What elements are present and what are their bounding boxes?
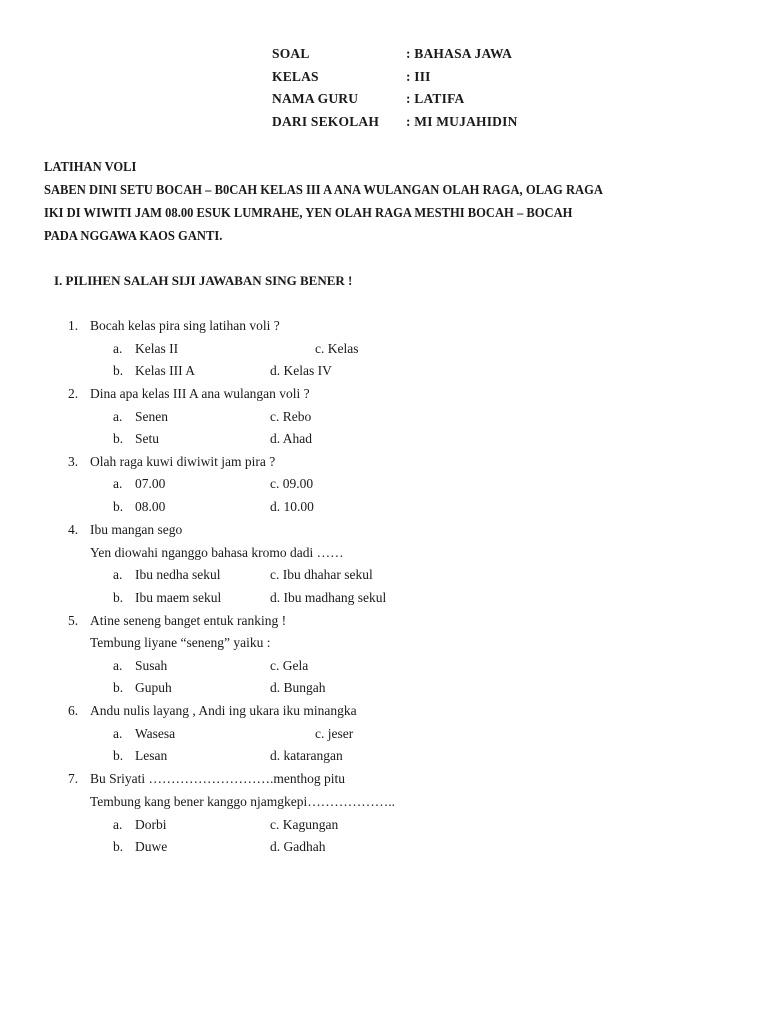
option-b: Setu <box>135 431 160 446</box>
option-letter: a. <box>113 726 123 741</box>
question-number: 2. <box>68 386 79 401</box>
option-b: Duwe <box>135 839 168 854</box>
story-title: LATIHAN VOLI <box>44 159 137 174</box>
question-text-continued: Tembung kang bener kanggo njamgkepi……………….. <box>90 794 395 809</box>
header-value: : BAHASA JAWA <box>406 46 513 61</box>
question-text: Ibu mangan sego <box>90 522 183 537</box>
option-c: c. Kagungan <box>270 817 339 832</box>
option-c: c. Kelas <box>315 341 359 356</box>
option-letter: a. <box>113 476 123 491</box>
question-text: Bocah kelas pira sing latihan voli ? <box>90 318 280 333</box>
option-c: c. Gela <box>270 658 309 673</box>
option-a: Ibu nedha sekul <box>135 567 221 582</box>
question-number: 1. <box>68 318 79 333</box>
question-text: Atine seneng banget entuk ranking ! <box>90 613 287 628</box>
option-letter: b. <box>113 839 124 854</box>
option-c: c. Ibu dhahar sekul <box>270 567 373 582</box>
question-number: 6. <box>68 703 79 718</box>
option-b: 08.00 <box>135 499 166 514</box>
option-a: Dorbi <box>135 817 167 832</box>
option-letter: a. <box>113 341 123 356</box>
option-d: d. Kelas IV <box>270 363 332 378</box>
story-line: SABEN DINI SETU BOCAH – B0CAH KELAS III A ANA WULANGAN OLAH RAGA, OLAG RAGA <box>44 182 603 197</box>
option-a: Wasesa <box>135 726 176 741</box>
option-b: Kelas III A <box>135 363 195 378</box>
option-b: Lesan <box>135 748 168 763</box>
header-label: DARI SEKOLAH <box>272 114 380 129</box>
option-d: d. Bungah <box>270 680 326 695</box>
option-b: Ibu maem sekul <box>135 590 222 605</box>
option-letter: a. <box>113 567 123 582</box>
question-text-continued: Tembung liyane “seneng” yaiku : <box>90 635 271 650</box>
option-letter: b. <box>113 748 124 763</box>
header-label: SOAL <box>272 46 310 61</box>
question-text-continued: Yen diowahi nganggo bahasa kromo dadi …… <box>90 545 344 560</box>
story-line: PADA NGGAWA KAOS GANTI. <box>44 228 223 243</box>
option-letter: b. <box>113 431 124 446</box>
option-a: Kelas II <box>135 341 179 356</box>
option-d: d. Ibu madhang sekul <box>270 590 387 605</box>
question-number: 3. <box>68 454 79 469</box>
option-c: c. jeser <box>315 726 354 741</box>
option-d: d. Ahad <box>270 431 312 446</box>
option-letter: a. <box>113 409 123 424</box>
option-d: d. 10.00 <box>270 499 314 514</box>
question-number: 7. <box>68 771 79 786</box>
header-value: : MI MUJAHIDIN <box>406 114 518 129</box>
question-text: Bu Sriyati ……………………….menthog pitu <box>90 771 345 786</box>
question-number: 5. <box>68 613 79 628</box>
question-number: 4. <box>68 522 79 537</box>
question-text: Dina apa kelas III A ana wulangan voli ? <box>90 386 310 401</box>
question-text: Andu nulis layang , Andi ing ukara iku minangka <box>90 703 357 718</box>
option-d: d. Gadhah <box>270 839 326 854</box>
story-line: IKI DI WIWITI JAM 08.00 ESUK LUMRAHE, YEN OLAH RAGA MESTHI BOCAH – BOCAH <box>44 205 573 220</box>
header-label: NAMA GURU <box>272 91 359 106</box>
option-letter: b. <box>113 499 124 514</box>
option-a: Senen <box>135 409 168 424</box>
option-b: Gupuh <box>135 680 172 695</box>
question-text: Olah raga kuwi diwiwit jam pira ? <box>90 454 276 469</box>
header-value: : III <box>406 69 431 84</box>
option-letter: b. <box>113 363 124 378</box>
header-label: KELAS <box>272 69 319 84</box>
header-value: : LATIFA <box>406 91 465 106</box>
option-c: c. 09.00 <box>270 476 314 491</box>
option-letter: b. <box>113 590 124 605</box>
option-d: d. katarangan <box>270 748 343 763</box>
option-a: Susah <box>135 658 168 673</box>
option-letter: a. <box>113 817 123 832</box>
section-heading: I. PILIHEN SALAH SIJI JAWABAN SING BENER ! <box>54 273 353 288</box>
option-c: c. Rebo <box>270 409 312 424</box>
option-a: 07.00 <box>135 476 166 491</box>
option-letter: b. <box>113 680 124 695</box>
option-letter: a. <box>113 658 123 673</box>
